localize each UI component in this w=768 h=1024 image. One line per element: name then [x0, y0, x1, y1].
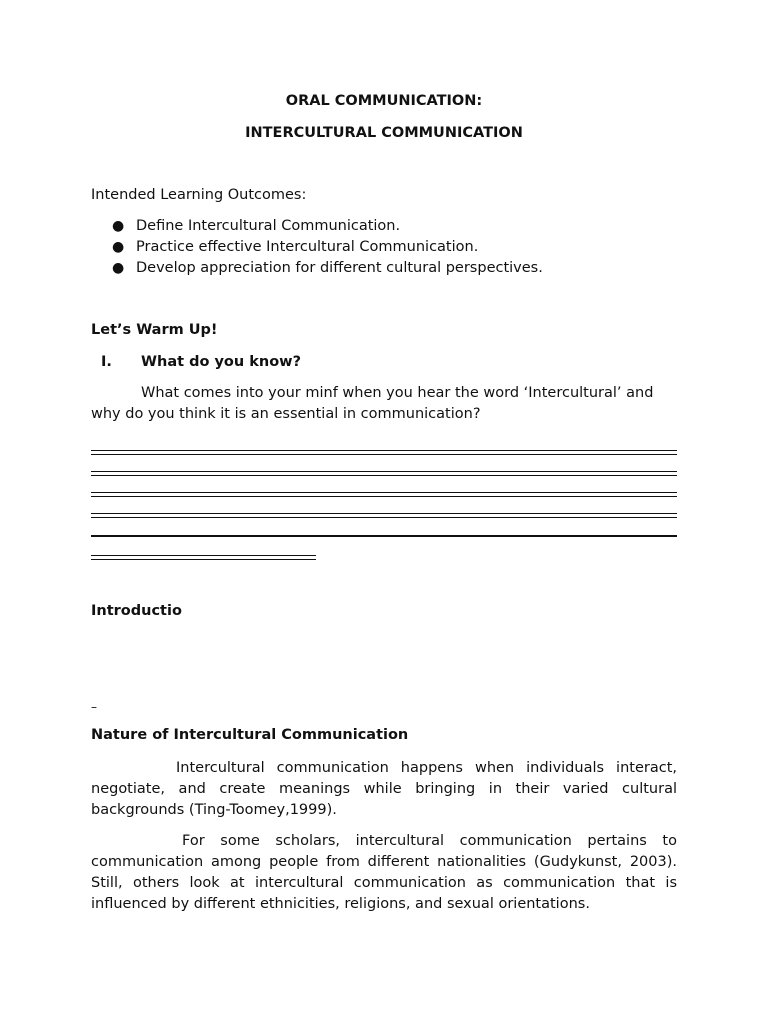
answer-line: [91, 492, 677, 497]
answer-line: [91, 535, 677, 537]
question-line2: why do you think it is an essential in communication?: [91, 406, 481, 422]
introduction-heading: Introductio: [91, 603, 182, 619]
document-title-line2: INTERCULTURAL COMMUNICATION: [245, 125, 523, 141]
document-title-line1: ORAL COMMUNICATION:: [285, 93, 483, 109]
section-number: I.: [101, 354, 112, 370]
bullet-icon: ●: [112, 218, 125, 234]
answer-line: [91, 450, 677, 455]
outcome-item: [112, 260, 543, 276]
question-line1: What comes into your minf when you hear the word ‘Intercultural’ and: [141, 385, 654, 401]
nature-paragraph-1: Intercultural communication happens when individuals interact, negotiate, and create meanings while bringing in their varied cultural backgrounds (Ting-Toomey,1999).: [91, 760, 677, 818]
answer-line: [91, 471, 677, 476]
outcome-item: [112, 218, 400, 234]
outcome-item-text: Develop appreciation for different cultural perspectives.: [136, 260, 543, 276]
warmup-heading: Let’s Warm Up!: [91, 322, 218, 338]
section-title: What do you know?: [141, 354, 301, 370]
outcomes-heading: Intended Learning Outcomes:: [91, 187, 307, 203]
bullet-icon: ●: [112, 260, 125, 276]
outcome-item-text: Define Intercultural Communication.: [136, 218, 401, 234]
bullet-icon: ●: [112, 239, 125, 255]
answer-line-short: [91, 555, 316, 560]
outcome-item: [112, 239, 478, 255]
answer-line: [91, 513, 677, 518]
nature-paragraph-2: For some scholars, intercultural communication pertains to communication among people from different nationalities (Gudykunst, 2003). Still, others look at intercultural communication as communication that is influenced by different ethnicities, religions, and sexual orientations.: [91, 833, 677, 912]
nature-heading: Nature of Intercultural Communication: [91, 727, 409, 743]
outcome-item-text: Practice effective Intercultural Communication.: [136, 239, 479, 255]
stray-dash: –: [91, 700, 97, 714]
